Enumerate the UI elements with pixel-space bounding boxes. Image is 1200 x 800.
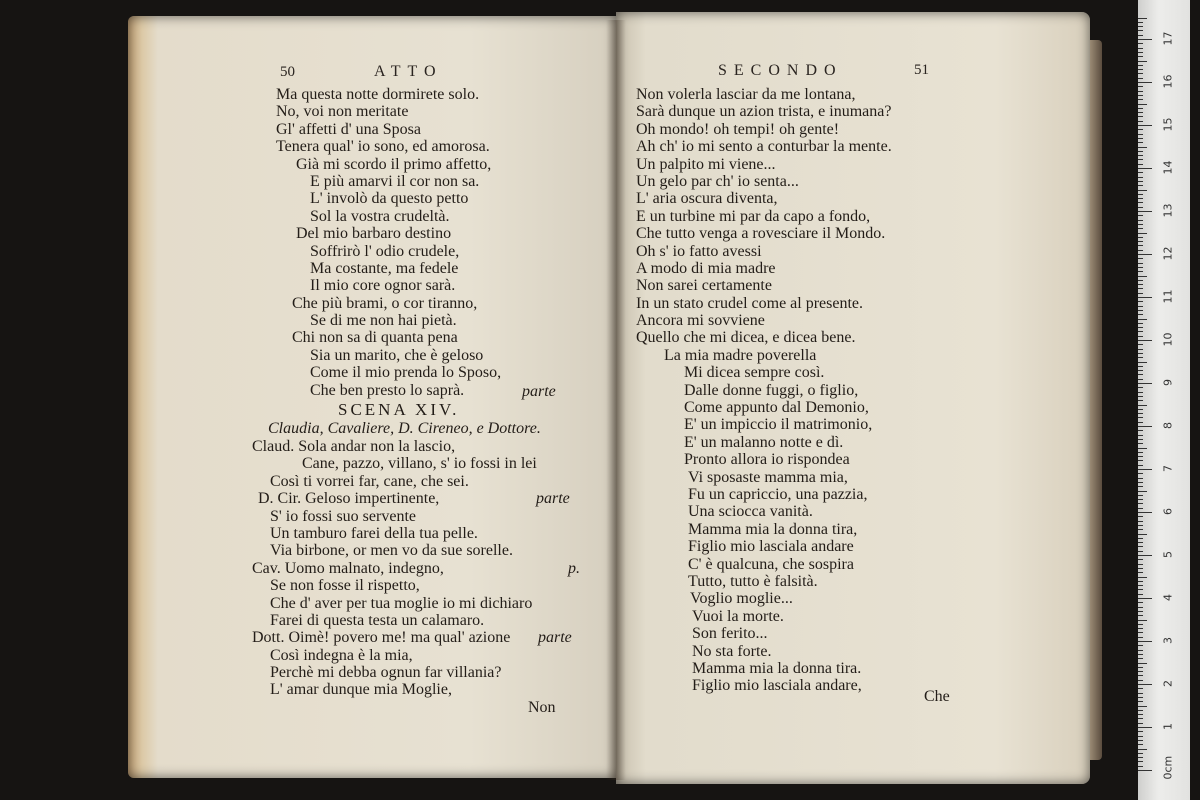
verse-line: C' è qualcuna, che sospira [688, 555, 854, 573]
ruler-tick [1138, 39, 1152, 40]
ruler-tick [1138, 233, 1147, 234]
ruler-tick [1138, 301, 1143, 302]
ruler-tick [1138, 254, 1152, 255]
ruler-tick [1138, 667, 1143, 668]
ruler-tick [1138, 594, 1143, 595]
verse-line: Ah ch' io mi sento a conturbar la mente. [636, 138, 892, 156]
ruler-tick [1138, 546, 1143, 547]
ruler-tick [1138, 177, 1143, 178]
ruler-tick [1138, 366, 1143, 367]
ruler-tick [1138, 456, 1143, 457]
ruler-tick [1138, 671, 1143, 672]
ruler-tick [1138, 650, 1143, 651]
verse-line: Oh mondo! oh tempi! oh gente! [636, 120, 840, 138]
ruler-tick [1138, 323, 1143, 324]
ruler-tick [1138, 349, 1143, 350]
ruler-tick [1138, 52, 1143, 53]
ruler-tick [1138, 486, 1143, 487]
ruler-tick [1138, 727, 1152, 728]
ruler-number: 2 [1161, 680, 1175, 687]
verse-line: Il mio core ognor sarà. [310, 277, 456, 295]
book-gutter [606, 20, 626, 780]
ruler-tick [1138, 306, 1143, 307]
dialogue-line: Così indegna è la mia, [270, 646, 413, 664]
ruler-tick [1138, 245, 1143, 246]
ruler-tick [1138, 185, 1143, 186]
ruler-tick [1138, 198, 1143, 199]
ruler-tick [1138, 159, 1143, 160]
verse-line: No sta forte. [692, 642, 772, 660]
ruler-tick [1138, 749, 1147, 750]
ruler-number: 17 [1161, 31, 1175, 46]
verse-line: Che più brami, o cor tiranno, [292, 294, 478, 312]
scene-characters: Claudia, Cavaliere, D. Cireneo, e Dottore. [268, 420, 541, 437]
stage-direction-exit: parte [522, 383, 556, 400]
page-number-left: 50 [280, 64, 295, 80]
verse-line: Come appunto dal Demonio, [684, 399, 869, 417]
running-header-left: ATTO [374, 63, 443, 80]
ruler-tick [1138, 35, 1143, 36]
verse-line: Ma costante, ma fedele [310, 259, 459, 277]
dialogue-line: Un tamburo farei della tua pelle. [270, 524, 478, 542]
verse-line: Già mi scordo il primo affetto, [296, 155, 492, 173]
verse-line: Ma questa notte dormirete solo. [276, 86, 480, 103]
ruler-tick [1138, 469, 1152, 470]
ruler-tick [1138, 521, 1143, 522]
verse-line: Mamma mia la donna tira, [688, 520, 858, 538]
ruler-tick [1138, 602, 1143, 603]
ruler-tick [1138, 344, 1143, 345]
ruler-tick [1138, 615, 1143, 616]
verse-line: Voglio moglie... [690, 590, 793, 608]
ruler-tick [1138, 250, 1143, 251]
ruler-tick [1138, 147, 1147, 148]
ruler-tick [1138, 340, 1152, 341]
ruler-number: 8 [1161, 422, 1175, 429]
ruler-number: 9 [1161, 379, 1175, 386]
ruler-number: 11 [1161, 289, 1175, 304]
ruler-tick [1138, 237, 1143, 238]
ruler-tick [1138, 460, 1143, 461]
ruler-tick [1138, 331, 1143, 332]
verse-line: La mia madre poverella [664, 346, 817, 364]
ruler-tick [1138, 534, 1147, 535]
ruler-tick [1138, 327, 1143, 328]
ruler-tick [1138, 598, 1152, 599]
ruler-tick [1138, 529, 1143, 530]
ruler-tick [1138, 405, 1147, 406]
ruler-tick [1138, 43, 1143, 44]
verse-line: Sia un marito, che è geloso [310, 346, 484, 364]
dialogue-line: Se non fosse il rispetto, [270, 577, 420, 595]
verse-line: E più amarvi il cor non sa. [310, 172, 480, 190]
ruler-tick [1138, 69, 1143, 70]
dialogue-line: Cane, pazzo, villano, s' io fossi in lei [302, 455, 537, 473]
ruler-tick [1138, 61, 1147, 62]
ruler-tick [1138, 65, 1143, 66]
verse-line: Non sarei certamente [636, 277, 772, 295]
ruler-tick [1138, 134, 1143, 135]
verse-line: E' un malanno notte e dì. [684, 433, 844, 451]
ruler-tick [1138, 168, 1152, 169]
ruler-tick [1138, 422, 1143, 423]
dialogue-line: Claud. Sola andar non la lascio, [252, 438, 456, 455]
ruler-tick [1138, 663, 1147, 664]
ruler-tick [1138, 215, 1143, 216]
running-header-right: SECONDO [718, 62, 843, 79]
verse-line: Vuoi la morte. [692, 607, 784, 625]
ruler-tick [1138, 706, 1147, 707]
stage-direction-exit: parte [536, 490, 570, 507]
ruler-tick [1138, 383, 1152, 384]
ruler-tick [1138, 379, 1143, 380]
ruler-tick [1138, 293, 1143, 294]
ruler-tick [1138, 56, 1143, 57]
verse-line: Pronto allora io rispondea [684, 451, 850, 469]
ruler-tick [1138, 645, 1143, 646]
verse-line: A modo di mia madre [636, 259, 776, 277]
ruler-tick [1138, 718, 1143, 719]
verse-line: E un turbine mi par da capo a fondo, [636, 207, 871, 225]
ruler-tick [1138, 753, 1143, 754]
ruler-tick [1138, 151, 1143, 152]
ruler-number: 14 [1161, 160, 1175, 175]
ruler-tick [1138, 374, 1143, 375]
verse-line: Che tutto venga a rovesciare il Mondo. [636, 225, 886, 243]
ruler-tick [1138, 770, 1152, 771]
verse-line: Son ferito... [692, 625, 768, 643]
ruler-tick [1138, 435, 1143, 436]
ruler-tick [1138, 714, 1143, 715]
ruler-tick [1138, 624, 1143, 625]
ruler-tick [1138, 362, 1147, 363]
ruler-tick [1138, 564, 1143, 565]
ruler-tick [1138, 693, 1143, 694]
ruler-tick [1138, 370, 1143, 371]
dialogue-line: Cav. Uomo malnato, indegno, [252, 559, 444, 577]
ruler-tick [1138, 512, 1152, 513]
dialogue-block [252, 438, 537, 699]
ruler-tick [1138, 336, 1143, 337]
verse-line: L' aria oscura diventa, [636, 190, 778, 208]
ruler-tick [1138, 761, 1143, 762]
dialogue-line: Farei di questa testa un calamaro. [270, 611, 485, 629]
ruler-tick [1138, 516, 1143, 517]
dialogue-line: S' io fossi suo servente [270, 507, 416, 525]
stage-direction-exit: parte [538, 629, 572, 646]
ruler-tick [1138, 78, 1143, 79]
ruler-tick [1138, 387, 1143, 388]
verse-line: Ancora mi sovviene [636, 312, 765, 330]
ruler-tick [1138, 396, 1143, 397]
ruler-tick [1138, 740, 1143, 741]
ruler-tick [1138, 525, 1143, 526]
verse-line: Una sciocca vanità. [688, 503, 813, 521]
dialogue-line: Perchè mi debba ognun far villania? [270, 664, 502, 682]
ruler-tick [1138, 73, 1143, 74]
ruler-tick [1138, 288, 1143, 289]
ruler-tick [1138, 310, 1143, 311]
verse-line: Mi dicea sempre così. [684, 364, 825, 382]
ruler-tick [1138, 577, 1147, 578]
ruler-tick [1138, 190, 1147, 191]
ruler-tick [1138, 48, 1143, 49]
ruler-tick [1138, 409, 1143, 410]
dialogue-line: Dott. Oimè! povero me! ma qual' azione [252, 629, 511, 647]
verse-line: Mamma mia la donna tira. [692, 659, 862, 677]
dialogue-line: Così ti vorrei far, cane, che sei. [270, 472, 469, 490]
ruler-tick [1138, 116, 1143, 117]
ruler-tick [1138, 680, 1143, 681]
ruler-tick [1138, 559, 1143, 560]
ruler-tick [1138, 172, 1143, 173]
ruler-tick [1138, 30, 1143, 31]
dialogue-line: D. Cir. Geloso impertinente, [258, 490, 440, 508]
ruler-tick [1138, 641, 1152, 642]
ruler-tick [1138, 757, 1143, 758]
ruler-tick [1138, 263, 1143, 264]
ruler-tick [1138, 26, 1143, 27]
ruler-number: 0cm [1161, 755, 1175, 780]
dialogue-line: Via birbone, or men vo da sue sorelle. [270, 542, 513, 560]
page-number-right: 51 [914, 62, 929, 78]
verse-line: In un stato crudel come al presente. [636, 294, 864, 312]
ruler-tick [1138, 258, 1143, 259]
ruler-tick [1138, 392, 1143, 393]
ruler-number: 3 [1161, 637, 1175, 644]
verse-block-1 [276, 86, 501, 399]
verse-line: Sol la vostra crudeltà. [310, 207, 450, 225]
ruler-tick [1138, 108, 1143, 109]
ruler-tick [1138, 482, 1143, 483]
verse-block-right [636, 86, 892, 695]
verse-line: Oh s' io fatto avessi [636, 242, 762, 260]
book-edge [1090, 40, 1102, 760]
ruler-tick [1138, 86, 1143, 87]
ruler-tick [1138, 628, 1143, 629]
verse-line: Un gelo par ch' io senta... [636, 172, 799, 190]
ruler-tick [1138, 744, 1143, 745]
ruler-tick [1138, 95, 1143, 96]
verse-line: L' involò da questo petto [310, 190, 469, 208]
verse-line: Vi sposaste mamma mia, [688, 468, 848, 486]
ruler-tick [1138, 637, 1143, 638]
ruler-tick [1138, 181, 1143, 182]
ruler-tick [1138, 241, 1143, 242]
ruler-tick [1138, 465, 1143, 466]
ruler-tick [1138, 448, 1147, 449]
ruler-tick [1138, 654, 1143, 655]
ruler-tick [1138, 426, 1152, 427]
ruler-tick [1138, 155, 1143, 156]
verse-line: Del mio barbaro destino [296, 225, 452, 243]
verse-line: Un palpito mi viene... [636, 155, 776, 173]
ruler-tick [1138, 478, 1143, 479]
ruler-tick [1138, 417, 1143, 418]
ruler-tick [1138, 357, 1143, 358]
ruler-tick [1138, 276, 1147, 277]
ruler-tick [1138, 207, 1143, 208]
scene-title: SCENA XIV. [338, 400, 460, 419]
ruler-tick [1138, 280, 1143, 281]
ruler-tick [1138, 697, 1143, 698]
verse-line: Sarà dunque un azion trista, e inumana? [636, 103, 892, 121]
verse-line: E' un impiccio il matrimonio, [684, 416, 873, 434]
ruler-tick [1138, 452, 1143, 453]
ruler-tick [1138, 353, 1143, 354]
ruler-tick [1138, 112, 1143, 113]
measuring-ruler [1138, 0, 1190, 800]
verse-line: Gl' affetti d' una Sposa [276, 120, 421, 138]
ruler-tick [1138, 194, 1143, 195]
verse-line: Figlio mio lasciala andare, [692, 677, 862, 695]
verse-line: Soffrirò l' odio crudele, [310, 242, 460, 260]
ruler-tick [1138, 731, 1143, 732]
ruler-tick [1138, 228, 1143, 229]
ruler-tick [1138, 91, 1143, 92]
ruler-tick [1138, 736, 1143, 737]
ruler-tick [1138, 284, 1143, 285]
ruler-tick [1138, 125, 1152, 126]
right-page [616, 12, 1090, 784]
catchword: Non [528, 699, 556, 716]
verse-line: Quello che mi dicea, e dicea bene. [636, 329, 856, 347]
ruler-tick [1138, 18, 1147, 19]
ruler-tick [1138, 658, 1143, 659]
dialogue-line: Che d' aver per tua moglie io mi dichiaro [270, 594, 533, 612]
ruler-tick [1138, 675, 1143, 676]
ruler-number: 16 [1161, 74, 1175, 89]
verse-line: Figlio mio lasciala andare [688, 538, 854, 556]
catchword: Che [924, 688, 950, 705]
ruler-number: 13 [1161, 203, 1175, 218]
ruler-tick [1138, 142, 1143, 143]
stage-direction-exit: p. [568, 560, 580, 577]
ruler-tick [1138, 632, 1143, 633]
ruler-number: 1 [1161, 723, 1175, 730]
ruler-tick [1138, 551, 1143, 552]
ruler-tick [1138, 99, 1143, 100]
left-page [128, 16, 616, 778]
ruler-tick [1138, 589, 1143, 590]
ruler-tick [1138, 572, 1143, 573]
verse-line: Fu un capriccio, una pazzia, [688, 485, 868, 503]
ruler-tick [1138, 439, 1143, 440]
ruler-tick [1138, 684, 1152, 685]
ruler-tick [1138, 129, 1143, 130]
ruler-tick [1138, 620, 1147, 621]
ruler-tick [1138, 297, 1152, 298]
ruler-tick [1138, 138, 1143, 139]
ruler-tick [1138, 22, 1143, 23]
ruler-tick [1138, 473, 1143, 474]
ruler-tick [1138, 581, 1143, 582]
ruler-tick [1138, 413, 1143, 414]
ruler-tick [1138, 555, 1152, 556]
verse-line: Come il mio prenda lo Sposo, [310, 364, 502, 382]
ruler-tick [1138, 568, 1143, 569]
ruler-tick [1138, 688, 1143, 689]
ruler-tick [1138, 710, 1143, 711]
ruler-tick [1138, 267, 1143, 268]
verse-line: Tenera qual' io sono, ed amorosa. [276, 138, 490, 156]
ruler-tick [1138, 82, 1152, 83]
ruler-tick [1138, 224, 1143, 225]
ruler-tick [1138, 538, 1143, 539]
ruler-tick [1138, 164, 1143, 165]
ruler-number: 15 [1161, 117, 1175, 132]
ruler-tick [1138, 314, 1143, 315]
ruler-number: 7 [1161, 465, 1175, 472]
ruler-tick [1138, 766, 1143, 767]
ruler-number: 5 [1161, 551, 1175, 558]
ruler-number: 4 [1161, 594, 1175, 601]
ruler-tick [1138, 723, 1143, 724]
verse-line: No, voi non meritate [276, 103, 409, 121]
ruler-tick [1138, 499, 1143, 500]
verse-line: Se di me non hai pietà. [310, 312, 457, 330]
ruler-tick [1138, 202, 1143, 203]
ruler-tick [1138, 607, 1143, 608]
verse-line: Che ben presto lo saprà. [310, 381, 465, 399]
verse-line: Tutto, tutto è falsità. [688, 572, 818, 590]
ruler-number: 12 [1161, 246, 1175, 261]
ruler-number: 10 [1161, 332, 1175, 347]
ruler-tick [1138, 508, 1143, 509]
ruler-tick [1138, 495, 1143, 496]
ruler-tick [1138, 701, 1143, 702]
dialogue-line: L' amar dunque mia Moglie, [270, 681, 452, 699]
ruler-tick [1138, 271, 1143, 272]
ruler-tick [1138, 503, 1143, 504]
ruler-tick [1138, 211, 1152, 212]
ruler-tick [1138, 443, 1143, 444]
ruler-tick [1138, 104, 1147, 105]
verse-line: Dalle donne fuggi, o figlio, [684, 381, 859, 399]
ruler-tick [1138, 319, 1147, 320]
ruler-tick [1138, 611, 1143, 612]
verse-line: Non volerla lasciar da me lontana, [636, 86, 856, 103]
ruler-tick [1138, 430, 1143, 431]
ruler-tick [1138, 121, 1143, 122]
ruler-tick [1138, 220, 1143, 221]
ruler-tick [1138, 542, 1143, 543]
ruler-tick [1138, 585, 1143, 586]
ruler-tick [1138, 400, 1143, 401]
verse-line: Chi non sa di quanta pena [292, 329, 458, 347]
ruler-tick [1138, 491, 1147, 492]
ruler-number: 6 [1161, 508, 1175, 515]
